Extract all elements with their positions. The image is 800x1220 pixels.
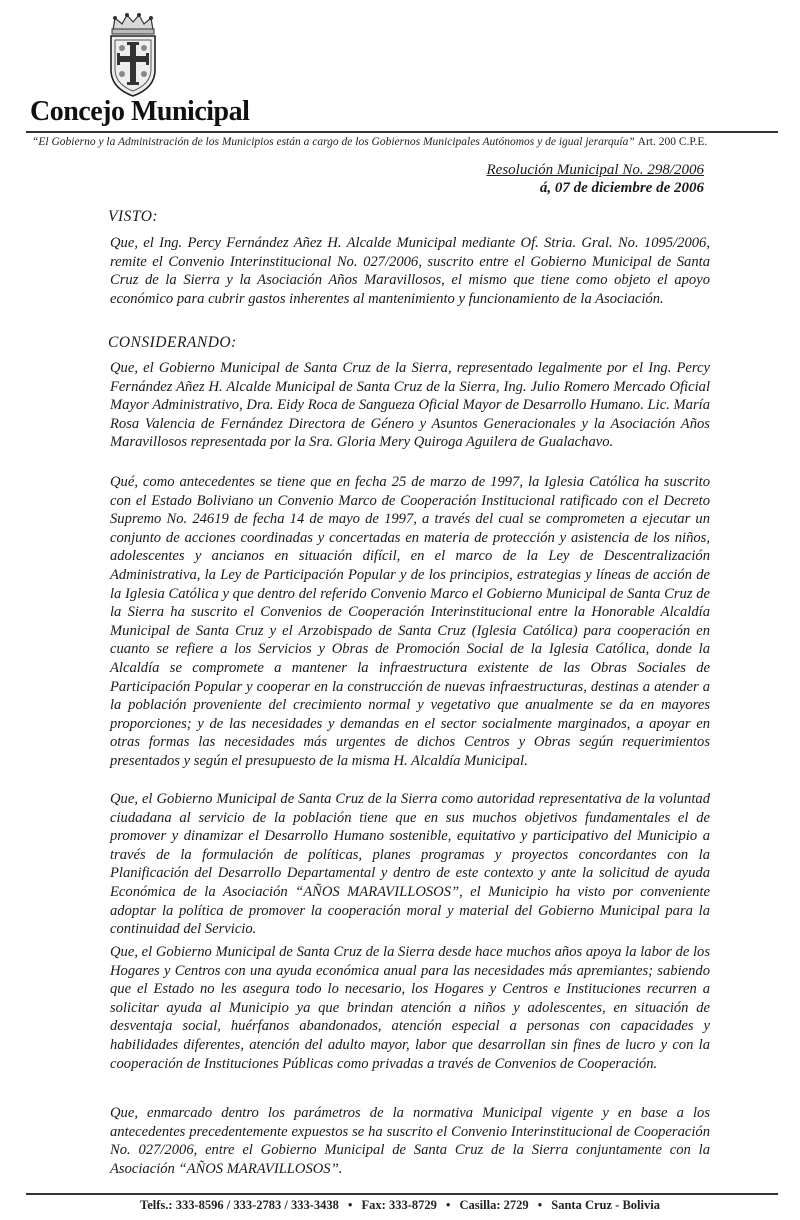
paragraph-visto: Que, el Ing. Percy Fernández Añez H. Alcalde Municipal mediante Of. Stria. Gral. No. 1095/2006, remite el Convenio Interinstitucional No. 027/2006, suscrito entre el Gobierno Municipal de Santa Cruz de la Sierra y la Asociación Años Maravillosos, el mismo que tiene como objeto el apoyo económico para cubrir gastos inherentes al mantenimiento y funcionamiento de la Asociación. <box>110 235 710 307</box>
resolution-title: Resolución Municipal No. 298/2006 <box>486 162 704 178</box>
footer-casilla: Casilla: 2729 <box>459 1198 529 1212</box>
footer-bullet: • <box>348 1198 353 1212</box>
footer-bullet: • <box>537 1198 543 1212</box>
motto-text: “El Gobierno y la Administración de los Municipios están a cargo de los Gobiernos Municipales Autónomos y de igual jerarquía” <box>32 136 635 148</box>
footer-bullet: • <box>446 1198 451 1212</box>
footer-city: Santa Cruz - Bolivia <box>551 1198 660 1212</box>
resolution-date: á, 07 de diciembre de 2006 <box>539 180 704 196</box>
footer-fax: Fax: 333-8729 <box>361 1198 437 1212</box>
footer-divider <box>26 1193 778 1195</box>
header-divider <box>26 131 778 133</box>
paragraph-considerando-4: Que, el Gobierno Municipal de Santa Cruz de la Sierra desde hace muchos años apoya la labor de los Hogares y Centros con una ayuda económica anual para las necesidades más apremiantes; sabiendo que el Estado no les asegura todo lo necesario, los Hogares y Centros e Instituciones recurren a solicitar ayuda al Municipio ya que brindan atención a niños y adolescentes, en situación de desventaja social, huérfanos abandonados, atención especial a personas con capacidades y habilidades diferentes, atención del adulto mayor, labor que desarrollan sin fines de lucro y con la cooperación de Instituciones Públicas como privadas a través de Convenios de Cooperación. <box>110 944 710 1072</box>
section-title-visto: VISTO: <box>108 208 159 225</box>
motto-reference: Art. 200 C.P.E. <box>637 136 708 148</box>
section-title-considerando: CONSIDERANDO: <box>108 334 237 351</box>
paragraph-considerando-2: Qué, como antecedentes se tiene que en fecha 25 de marzo de 1997, la Iglesia Católica ha suscrito con el Estado Boliviano un Convenio Marco de Cooperación Institucional ratificado con el Decreto Supremo No. 24619 de fecha 14 de mayo de 1997, a través del cual se comprometen a ejecutar un conjunto de acciones coordinadas y concertadas en materia de protección y asistencia de los niños, adolescentes y ancianos en situación difícil, en el marco de la Ley de Descentralización Administrativa, la Ley de Participación Popular y de los principios, estrategias y líneas de acción de la Iglesia Católica y que dentro del referido Convenio Marco el Gobierno Municipal de Santa Cruz de la Sierra ha suscrito el Convenios de Cooperación Interinstitucional entre la Honorable Alcaldía Municipal de Santa Cruz y el Arzobispado de Santa Cruz (Iglesia Católica) para cooperación en cuanto se refiere a los Servicios y Obras de Promoción Social de la Iglesia Católica, donde la Alcaldía se compromete a mantener la infraestructura existente de las Obras Sociales de Participación Popular y cooperar en la construcción de nuevas infraestructuras, destinas a atender a la población proveniente del crecimiento normal y vegetativo que anualmente se da en mayores proporciones; y de las necesidades y demandas en el sector socialmente marginados, a apoyar en otras formas las necesidades más urgentes de dichos Centros y Obras según requerimientos presentados y según el presupuesto de la misma H. Alcaldía Municipal. <box>110 474 710 769</box>
municipal-crest-logo <box>105 12 161 98</box>
paragraph-considerando-1: Que, el Gobierno Municipal de Santa Cruz de la Sierra, representado legalmente por el Ing. Percy Fernández Añez H. Alcalde Municipal de Santa Cruz de la Sierra, Ing. Julio Romero Mercado Oficial Mayor Administrativo, Dra. Eidy Roca de Sangueza Oficial Mayor de Desarrollo Humano. Lic. María Rosa Valencia de Fernández Directora de Género y Asuntos Generacionales y la Asociación Años Maravillosos representada por la Sra. Gloria Mery Quiroga Aguilera de Gualachavo. <box>110 360 710 451</box>
paragraph-considerando-5: Que, enmarcado dentro los parámetros de la normativa Municipal vigente y en base a los antecedentes precedentemente expuestos se ha suscrito el Convenio Interinstitucional de Cooperación No. 027/2006, entre el Gobierno Municipal de Santa Cruz de la Sierra conjuntamente con la Asociación “AÑOS MARAVILLOSOS”. <box>110 1105 710 1177</box>
organization-name: Concejo Municipal <box>30 96 250 127</box>
footer-contact <box>0 1198 800 1213</box>
footer-phones: Telfs.: 333-8596 / 333-2783 / 333-3438 <box>140 1198 339 1212</box>
header-motto <box>32 136 782 148</box>
paragraph-considerando-3: Que, el Gobierno Municipal de Santa Cruz de la Sierra como autoridad representativa de la voluntad ciudadana al servicio de la población tiene que en sus muchos objetivos fundamentales el de promover y dinamizar el Desarrollo Humano sostenible, equitativo y participativo del Municipio a través de la formulación de políticas, planes programas y proyectos concordantes con la Planificación del Desarrollo Departamental y dentro de este contexto y ante la solicitud de ayuda Económica de la Asociación “AÑOS MARAVILLOSOS”, el Municipio ha visto por conveniente adoptar la política de promover la cooperación moral y material del Gobierno Municipal para la continuidad del Servicio. <box>110 791 710 938</box>
